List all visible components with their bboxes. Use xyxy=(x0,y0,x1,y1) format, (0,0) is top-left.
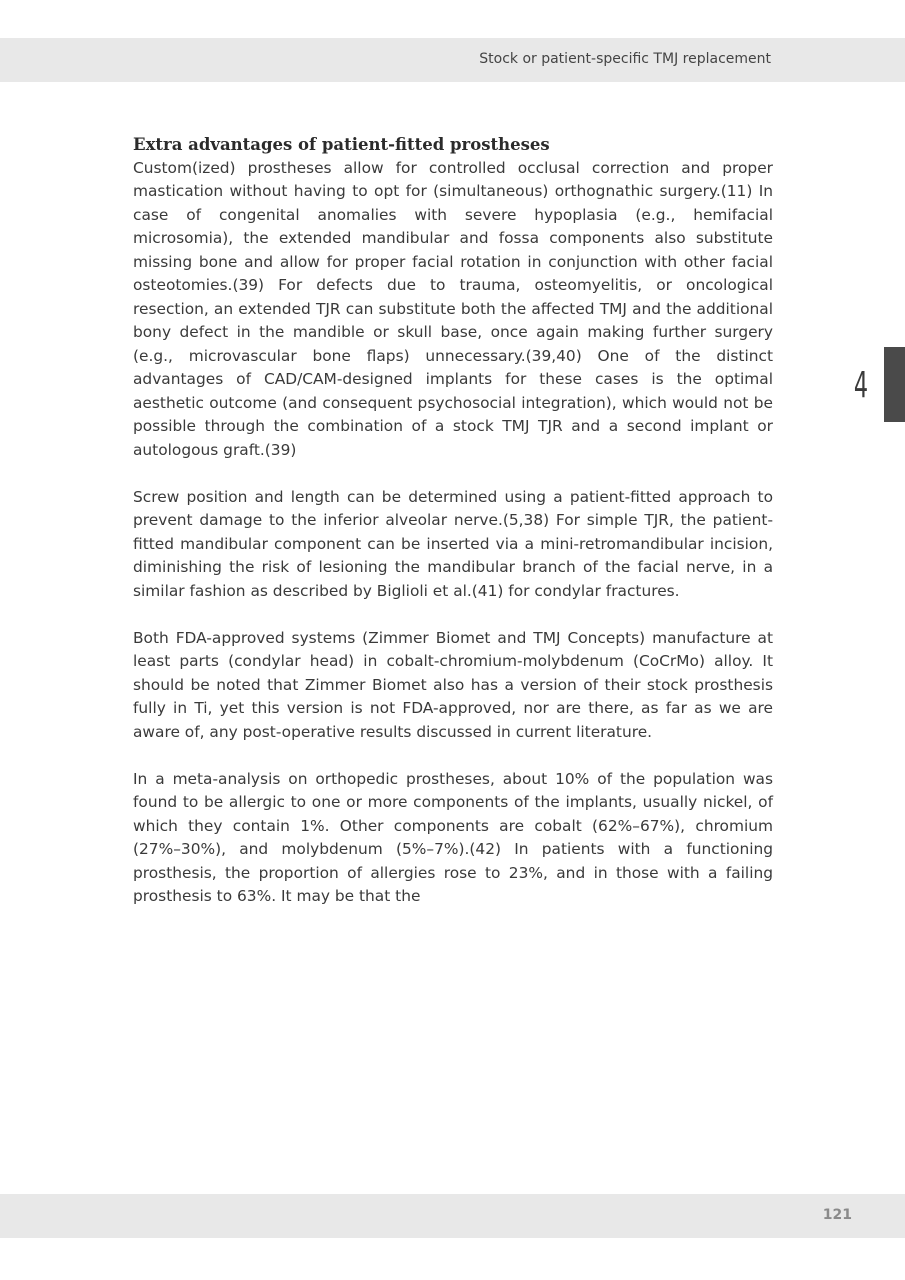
running-header xyxy=(0,38,905,82)
body-paragraph: Custom(ized) prostheses allow for controlled occlusal correction and proper mastication without having to opt for (simultaneous) orthognathic surgery.(11) In case of congenital anomalies with severe hypoplasia (e.g., hemifacial microsomia), the extended mandibular and fossa components also substitute missing bone and allow for proper facial rotation in conjunction with other facial osteotomies.(39) For defects due to trauma, osteomyelitis, or oncological resection, an extended TJR can substitute both the affected TMJ and the additional bony defect in the mandible or skull base, once again making further surgery (e.g., microvascular bone flaps) unnecessary.(39,40) One of the distinct advantages of CAD/CAM-designed implants for these cases is the optimal aesthetic outcome (and consequent psychosocial integration), which would not be possible through the combination of a stock TMJ TJR and a second implant or autologous graft.(39) xyxy=(133,158,773,459)
chapter-tab-marker xyxy=(884,347,905,422)
page-number: 121 xyxy=(822,1207,852,1223)
body-paragraph: Both FDA-approved systems (Zimmer Biomet and TMJ Concepts) manufacture at least parts (condylar head) in cobalt-chromium-molybdenum (CoCrMo) alloy. It should be noted that Zimmer Biomet also has a version of their stock prosthesis fully in Ti, yet this version is not FDA-approved, nor are there, as far as we are aware of, any post-operative results discussed in current literature. xyxy=(133,628,773,741)
page-body xyxy=(133,130,773,932)
chapter-number: 4 xyxy=(853,365,869,406)
body-paragraph: In a meta-analysis on orthopedic prostheses, about 10% of the population was found to be allergic to one or more components of the implants, usually nickel, of which they contain 1%. Other components are cobalt (62%–67%), chromium (27%–30%), and molybdenum (5%–7%).(42) In patients with a functioning prosthesis, the proportion of allergies rose to 23%, and in those with a failing prosthesis to 63%. It may be that the xyxy=(133,769,773,905)
page-footer xyxy=(0,1194,905,1238)
running-title: Stock or patient-specific TMJ replacement xyxy=(479,51,771,67)
body-paragraph: Screw position and length can be determined using a patient-fitted approach to prevent damage to the inferior alveolar nerve.(5,38) For simple TJR, the patient-fitted mandibular component can be inserted via a mini-retromandibular incision, diminishing the risk of lesioning the mandibular branch of the facial nerve, in a similar fashion as described by Biglioli et al.(41) for condylar fractures. xyxy=(133,487,773,600)
section-heading: Extra advantages of patient-fitted prostheses xyxy=(133,135,550,154)
